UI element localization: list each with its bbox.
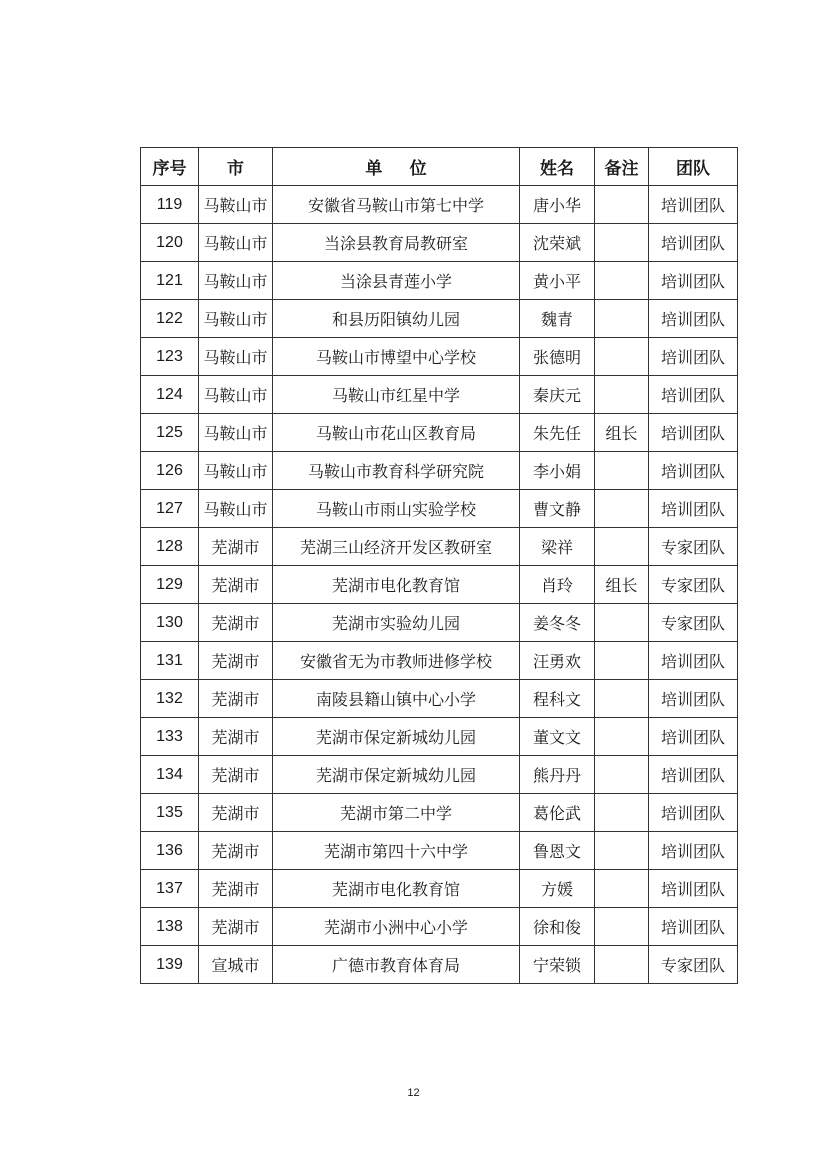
cell-unit: 当涂县教育局教研室 [273,224,520,262]
table-row [141,186,738,224]
table-row [141,490,738,528]
header-row [141,148,738,186]
cell-name: 熊丹丹 [520,756,595,794]
cell-name: 魏青 [520,300,595,338]
table-row [141,224,738,262]
cell-team: 专家团队 [649,528,738,566]
cell-unit: 安徽省马鞍山市第七中学 [273,186,520,224]
cell-index: 131 [141,642,199,680]
cell-index: 137 [141,870,199,908]
cell-name: 朱先任 [520,414,595,452]
cell-team: 培训团队 [649,908,738,946]
cell-remark [595,604,649,642]
cell-city: 芜湖市 [199,642,273,680]
table-row [141,756,738,794]
cell-unit: 和县历阳镇幼儿园 [273,300,520,338]
cell-remark [595,262,649,300]
cell-name: 曹文静 [520,490,595,528]
cell-unit: 芜湖市实验幼儿园 [273,604,520,642]
cell-team: 专家团队 [649,566,738,604]
cell-team: 培训团队 [649,452,738,490]
cell-name: 秦庆元 [520,376,595,414]
table-row [141,528,738,566]
cell-city: 芜湖市 [199,756,273,794]
header-index: 序号 [141,148,199,186]
cell-city: 马鞍山市 [199,414,273,452]
table-row [141,452,738,490]
cell-name: 程科文 [520,680,595,718]
table-row [141,566,738,604]
cell-team: 培训团队 [649,680,738,718]
cell-unit: 芜湖市电化教育馆 [273,870,520,908]
cell-unit: 马鞍山市红星中学 [273,376,520,414]
cell-unit: 安徽省无为市教师进修学校 [273,642,520,680]
cell-team: 培训团队 [649,870,738,908]
cell-city: 芜湖市 [199,718,273,756]
cell-remark [595,528,649,566]
page-number: 12 [407,1087,420,1099]
cell-city: 芜湖市 [199,794,273,832]
cell-team: 培训团队 [649,642,738,680]
cell-unit: 广德市教育体育局 [273,946,520,984]
cell-team: 专家团队 [649,946,738,984]
cell-city: 芜湖市 [199,832,273,870]
cell-city: 芜湖市 [199,680,273,718]
cell-remark [595,756,649,794]
cell-index: 121 [141,262,199,300]
cell-name: 方媛 [520,870,595,908]
table-row [141,262,738,300]
cell-index: 135 [141,794,199,832]
cell-index: 138 [141,908,199,946]
cell-city: 马鞍山市 [199,300,273,338]
cell-index: 128 [141,528,199,566]
table-row [141,946,738,984]
roster-table [140,147,738,984]
cell-index: 119 [141,186,199,224]
cell-name: 肖玲 [520,566,595,604]
table-row [141,794,738,832]
cell-team: 培训团队 [649,718,738,756]
table-row [141,604,738,642]
cell-remark [595,300,649,338]
cell-name: 汪勇欢 [520,642,595,680]
cell-index: 126 [141,452,199,490]
cell-remark [595,224,649,262]
cell-team: 培训团队 [649,832,738,870]
cell-index: 124 [141,376,199,414]
cell-index: 129 [141,566,199,604]
cell-unit: 芜湖市电化教育馆 [273,566,520,604]
cell-remark [595,642,649,680]
cell-unit: 马鞍山市花山区教育局 [273,414,520,452]
cell-city: 芜湖市 [199,528,273,566]
cell-remark [595,870,649,908]
cell-name: 葛伦武 [520,794,595,832]
cell-remark [595,718,649,756]
table-row [141,870,738,908]
cell-index: 134 [141,756,199,794]
cell-city: 芜湖市 [199,604,273,642]
cell-unit: 南陵县籍山镇中心小学 [273,680,520,718]
header-remark: 备注 [595,148,649,186]
cell-name: 梁祥 [520,528,595,566]
cell-team: 培训团队 [649,756,738,794]
cell-index: 133 [141,718,199,756]
cell-city: 芜湖市 [199,566,273,604]
table-row [141,718,738,756]
header-team: 团队 [649,148,738,186]
cell-index: 139 [141,946,199,984]
cell-city: 马鞍山市 [199,338,273,376]
cell-city: 芜湖市 [199,908,273,946]
cell-city: 马鞍山市 [199,490,273,528]
cell-remark [595,794,649,832]
cell-name: 张德明 [520,338,595,376]
table-row [141,832,738,870]
cell-unit: 芜湖市保定新城幼儿园 [273,756,520,794]
table-row [141,300,738,338]
cell-remark [595,338,649,376]
table-row [141,680,738,718]
cell-unit: 马鞍山市博望中心学校 [273,338,520,376]
cell-name: 徐和俊 [520,908,595,946]
cell-team: 培训团队 [649,224,738,262]
cell-remark [595,908,649,946]
cell-index: 136 [141,832,199,870]
cell-unit: 马鞍山市教育科学研究院 [273,452,520,490]
cell-remark [595,946,649,984]
cell-remark [595,490,649,528]
table-row [141,338,738,376]
cell-city: 马鞍山市 [199,186,273,224]
cell-index: 127 [141,490,199,528]
cell-city: 芜湖市 [199,870,273,908]
cell-city: 马鞍山市 [199,224,273,262]
header-city: 市 [199,148,273,186]
cell-remark: 组长 [595,566,649,604]
cell-name: 沈荣斌 [520,224,595,262]
cell-remark [595,452,649,490]
cell-remark [595,186,649,224]
cell-index: 130 [141,604,199,642]
cell-team: 培训团队 [649,262,738,300]
table-row [141,376,738,414]
cell-team: 培训团队 [649,490,738,528]
cell-remark [595,832,649,870]
cell-unit: 芜湖市第二中学 [273,794,520,832]
cell-unit: 芜湖市保定新城幼儿园 [273,718,520,756]
cell-name: 宁荣锁 [520,946,595,984]
cell-team: 培训团队 [649,338,738,376]
cell-index: 122 [141,300,199,338]
cell-remark: 组长 [595,414,649,452]
cell-name: 李小娟 [520,452,595,490]
cell-unit: 芜湖市第四十六中学 [273,832,520,870]
cell-team: 培训团队 [649,414,738,452]
cell-unit: 当涂县青莲小学 [273,262,520,300]
table-row [141,642,738,680]
header-unit: 单位 [273,148,520,186]
table-row [141,414,738,452]
cell-team: 培训团队 [649,376,738,414]
cell-team: 专家团队 [649,604,738,642]
cell-city: 宣城市 [199,946,273,984]
cell-remark [595,376,649,414]
cell-city: 马鞍山市 [199,262,273,300]
cell-remark [595,680,649,718]
cell-index: 132 [141,680,199,718]
cell-team: 培训团队 [649,186,738,224]
cell-team: 培训团队 [649,794,738,832]
cell-name: 姜冬冬 [520,604,595,642]
cell-city: 马鞍山市 [199,376,273,414]
cell-index: 125 [141,414,199,452]
cell-name: 黄小平 [520,262,595,300]
cell-city: 马鞍山市 [199,452,273,490]
cell-name: 董文文 [520,718,595,756]
cell-unit: 芜湖三山经济开发区教研室 [273,528,520,566]
table-row [141,908,738,946]
cell-name: 鲁恩文 [520,832,595,870]
cell-unit: 芜湖市小洲中心小学 [273,908,520,946]
header-name: 姓名 [520,148,595,186]
cell-unit: 马鞍山市雨山实验学校 [273,490,520,528]
table-body [141,186,738,984]
cell-index: 123 [141,338,199,376]
cell-name: 唐小华 [520,186,595,224]
cell-team: 培训团队 [649,300,738,338]
cell-index: 120 [141,224,199,262]
